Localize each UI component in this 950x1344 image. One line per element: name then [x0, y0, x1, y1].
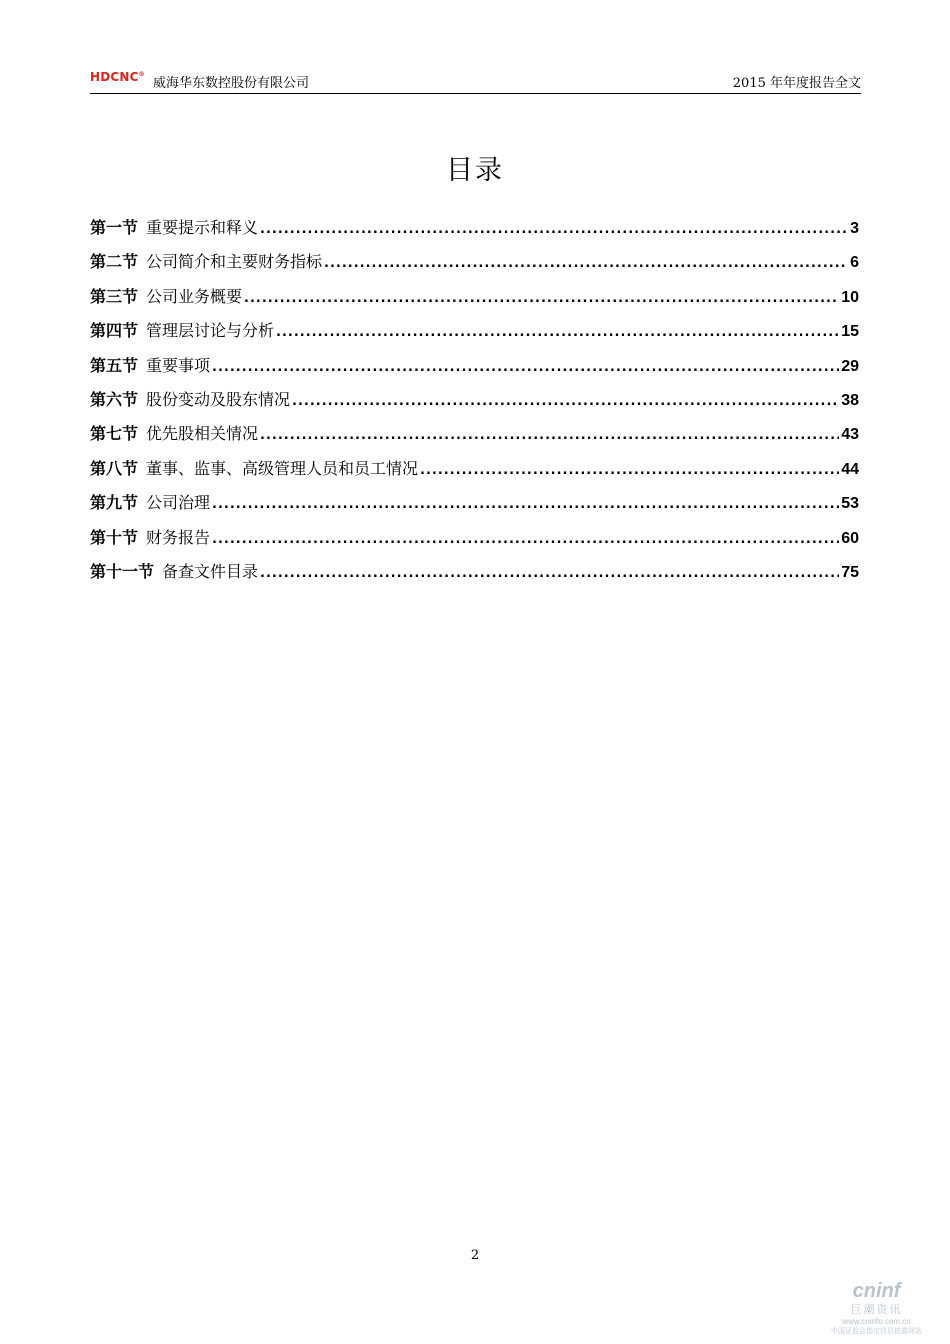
toc-section: 第三节 [90, 286, 139, 306]
toc-page-number: 29 [841, 357, 859, 375]
company-logo: HDCNC® [90, 70, 145, 84]
toc-page-number: 44 [841, 460, 859, 478]
toc-leader [260, 213, 848, 247]
toc-entry[interactable] [90, 555, 859, 589]
watermark-url: www.cninfo.com.cn [842, 1317, 911, 1326]
toc-entry[interactable] [90, 280, 859, 314]
toc-section: 第六节 [90, 389, 139, 409]
toc-page-number: 60 [841, 529, 859, 547]
toc-leader [212, 488, 839, 522]
toc-entry[interactable] [90, 486, 859, 520]
watermark-logo: cninf [852, 1280, 901, 1302]
toc-section: 第五节 [90, 355, 139, 375]
company-name: 威海华东数控股份有限公司 [153, 76, 310, 91]
toc-leader [420, 454, 839, 488]
toc-page-number: 53 [841, 495, 859, 513]
toc-section: 第七节 [90, 424, 139, 444]
toc-title: 优先股相关情况 [146, 424, 259, 444]
cninfo-watermark [831, 1280, 922, 1336]
watermark-org: 中国证监会指定信息披露网站 [831, 1328, 922, 1335]
toc-title: 公司简介和主要财务指标 [146, 252, 323, 272]
toc-entry[interactable] [90, 521, 859, 555]
toc-page-number: 43 [841, 426, 859, 444]
toc-title: 公司治理 [146, 493, 211, 513]
page-number: 2 [470, 1248, 480, 1263]
toc-title: 公司业务概要 [146, 286, 243, 306]
toc-section: 第一节 [90, 218, 139, 237]
toc-leader [212, 351, 839, 385]
toc-leader [244, 282, 839, 316]
toc-section: 第九节 [90, 493, 139, 513]
toc-entry[interactable] [90, 452, 859, 486]
table-of-contents [90, 211, 859, 589]
toc-title: 备查文件目录 [162, 561, 259, 581]
toc-entry[interactable] [90, 314, 859, 348]
toc-title: 重要事项 [146, 355, 211, 375]
page-header [90, 66, 861, 94]
toc-section: 第二节 [90, 252, 139, 272]
toc-entry[interactable] [90, 383, 859, 417]
toc-page-number: 15 [841, 323, 859, 341]
toc-section: 第十一节 [90, 561, 155, 581]
toc-leader [324, 247, 848, 281]
toc-leader [260, 419, 839, 453]
toc-entry[interactable] [90, 349, 859, 383]
toc-page-number: 3 [850, 220, 859, 237]
watermark-name: 巨潮资讯 [850, 1304, 903, 1316]
toc-title: 股份变动及股东情况 [146, 389, 291, 409]
page-title: 目录 [446, 155, 504, 186]
toc-page-number: 38 [841, 391, 859, 409]
toc-title: 管理层讨论与分析 [146, 321, 275, 341]
toc-leader [276, 316, 839, 350]
toc-leader [292, 385, 839, 419]
toc-title: 财务报告 [146, 527, 211, 547]
toc-page-number: 10 [841, 288, 859, 306]
toc-page-number: 6 [850, 254, 859, 272]
toc-leader [260, 557, 839, 591]
toc-title: 重要提示和释义 [146, 218, 259, 237]
toc-section: 第四节 [90, 321, 139, 341]
toc-entry[interactable] [90, 245, 859, 279]
toc-section: 第十节 [90, 527, 139, 547]
toc-entry[interactable] [90, 211, 859, 245]
toc-leader [212, 523, 839, 557]
toc-page-number: 75 [841, 563, 859, 581]
toc-title: 董事、监事、高级管理人员和员工情况 [146, 458, 419, 478]
toc-section: 第八节 [90, 458, 139, 478]
report-name: 2015 年年度报告全文 [732, 76, 861, 91]
toc-entry[interactable] [90, 417, 859, 451]
